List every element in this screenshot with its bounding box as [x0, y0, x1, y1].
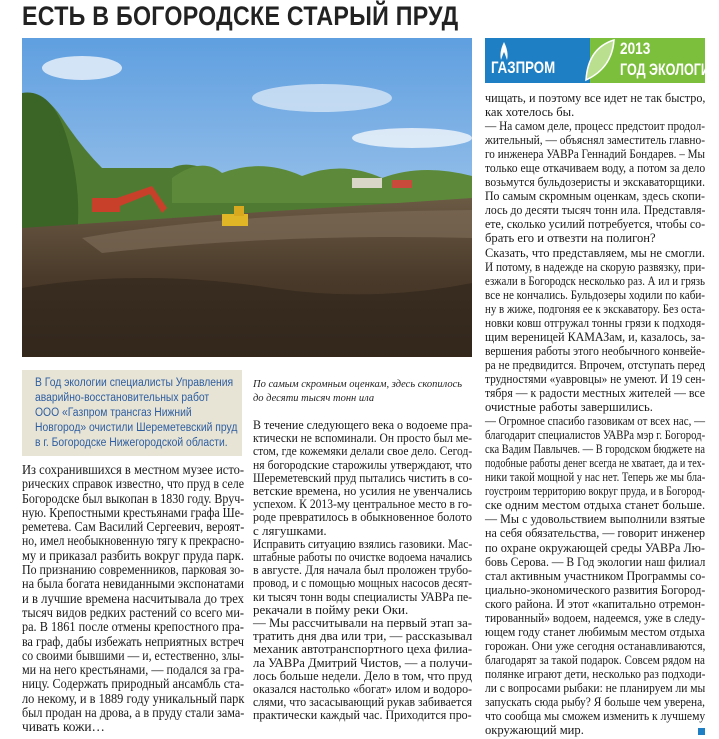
text-line: брать его и отвезти на полигон? — [485, 231, 656, 246]
text-line: циально-экономического развития Богород- — [485, 582, 706, 597]
text-line: — На самом деле, процесс предстоит продол- — [485, 119, 705, 134]
text-line: чивать кожи… — [22, 719, 105, 735]
text-line: на себя обязательства, — говорит инженер — [485, 526, 706, 541]
text-line: му и приказал разбить вокруг пруда парк. — [22, 547, 244, 563]
text-line: В течение следующего века о водоеме пра- — [253, 417, 473, 432]
text-line: ли с вопросами рыбаки: не планируем ли мы — [485, 680, 706, 695]
text-line: ную. Крепостными крестьянами графа Ше- — [22, 504, 244, 520]
lead-box — [22, 370, 242, 456]
text-line: благодарят за такой подарок. Совсем рядом на — [485, 652, 705, 667]
article-column-2 — [253, 418, 472, 722]
text-line: жительный, — объяснял заместитель главно- — [485, 133, 705, 148]
text-line: горожан. Они уже сегодня останавливаются, — [485, 638, 706, 653]
text-line: оказался настолько «богат» илом и водоро- — [253, 681, 472, 697]
text-line: был продан на дрова, а в пруду стали зама- — [22, 705, 245, 721]
caption-line: до десяти тысяч тонн ила — [253, 393, 375, 404]
text-line: Сказать, что представляем, мы не смогли. — [485, 245, 705, 260]
text-line: лось больше недели. Дело в том, что пруд — [253, 667, 472, 683]
caption-line: в г. Богородске Нижегородской области. — [35, 437, 228, 449]
text-line: вершения работы этого необычного конвейе- — [485, 343, 706, 358]
text-line: тысяч видов редких растений со всего ми- — [22, 604, 244, 620]
text-line: на была богата невиданными экспонатами — [22, 576, 244, 592]
text-line: трудностями «уавровцы» не умеют. И 19 сен- — [485, 371, 706, 386]
text-line: как хотелось бы. — [485, 105, 575, 120]
text-line: запускать сюда рыбу? Я больше чем уверена, — [485, 695, 705, 710]
text-line: И потому, в надежде на скорую развязку, при- — [485, 259, 705, 274]
caption-line: аварийно-восстановительных работ — [35, 392, 210, 404]
text-line: ска Вадим Павлычев. — В городском бюджете на — [485, 442, 705, 457]
text-line: что сообща мы сможем изменить к лучшему — [485, 709, 706, 724]
caption-line: В Год экологии специалисты Управления — [35, 377, 234, 389]
text-line: все не кончались. Бульдозеры ходили по каби- — [485, 287, 706, 302]
text-line: ницу. Содержать природный ансамбль ста- — [22, 676, 244, 692]
caption-line: Новгород» очистили Шереметевский пруд — [35, 422, 238, 434]
text-line: только еще откачиваем воду, а потом за дело — [485, 161, 706, 176]
text-line: по охране окружающей среды УАВРа Лю- — [485, 540, 705, 555]
text-line: ветские времена, но усилия не увенчались — [253, 483, 472, 499]
text-line: ющем году станет любимым местом отдыха — [485, 624, 705, 639]
text-line: стал активным участником Программы со- — [485, 568, 706, 583]
photo-caption — [253, 378, 468, 406]
text-line: ми на него крестьянами, — подался за гра- — [22, 662, 245, 678]
text-line: бовь Серова. — В Год экологии наш филиал — [485, 554, 706, 569]
text-line: ра. В 1861 после отмены крепостного пра- — [22, 619, 244, 635]
text-line: механик автотранспортного цеха филиа- — [253, 641, 473, 657]
text-line: По признанию современников, парковая зо- — [22, 562, 245, 578]
text-line: ске одним местом отдыха станет больше. — [485, 498, 706, 513]
text-line: благодарит специалистов УАВРа мэр г. Богород- — [485, 428, 706, 443]
text-line: окружающий мир. — [485, 723, 584, 738]
text-line: рекачали в пойму реки Оки. — [253, 601, 409, 617]
article-title: ЕСТЬ В БОГОРОДСКЕ СТАРЫЙ ПРУД — [22, 1, 459, 31]
text-line: го инженера УАВРа Геннадий Бондарев. – Мы — [485, 147, 705, 162]
text-line: — Мы с удовольствием выполнили взятые — [485, 512, 705, 527]
text-line: ете, сколько усилий потребуется, чтобы со- — [485, 217, 706, 232]
text-line: стом, где кожемяки делали свое дело. Сегод- — [253, 443, 473, 459]
text-line: ло некому, и в 1889 году уникальный парк — [22, 690, 245, 706]
caption-line: По самым скромным оценкам, здесь скопилось — [253, 379, 463, 390]
text-line: практически каждый час. Приходится про- — [253, 707, 472, 723]
text-line: со своими бывшими — и, естественно, злы- — [22, 647, 244, 663]
text-line: лось до десяти тысяч тонн ила. Представля- — [485, 203, 706, 218]
article-column-3 — [485, 91, 705, 737]
text-line: штабные работы по очистке водоема начались — [253, 549, 472, 565]
text-line: тированный» водоем, надеемся, уже в следу- — [485, 610, 706, 625]
text-line: и в лучшие времена насчитывала до трех — [22, 590, 244, 606]
text-line: тратить дня два или три, — рассказывал — [253, 628, 473, 644]
article-column-1 — [22, 463, 244, 735]
text-line: тября — к радости местных жителей — все — [485, 385, 705, 400]
text-line: ну в жиже, подгоняя ее к экскаватору. Без оста- — [485, 301, 705, 316]
text-line: ского района. И этот «капитально отремон- — [485, 596, 705, 611]
text-line: Богородске был выкопан в 1830 году. Вруч- — [22, 490, 245, 506]
text-line: реметева. Сам Василий Сергеевич, вероят- — [22, 519, 245, 535]
leaf-icon — [582, 38, 616, 83]
text-line: чищать, и поэтому все идет не так быстро, — [485, 91, 706, 105]
lead-text — [35, 376, 238, 451]
text-line: новки ковш отгружал тонны грязи к подходя- — [485, 315, 705, 330]
text-line: езжали в Богородск несколько раз. А ил и грязь — [485, 273, 705, 288]
ecology-year-logo — [590, 38, 719, 83]
text-line: рических справок известно, что пруд в селе — [22, 476, 244, 492]
text-line: ктически не вспоминали. Он просто был ме- — [253, 430, 473, 446]
text-line: Из сохранившихся в местном музее исто- — [22, 462, 245, 477]
gazprom-ecology-year-logo — [485, 38, 719, 83]
text-line: слями, что засасывающий рукав забивается — [253, 694, 473, 710]
year-label: 2013 — [620, 39, 651, 58]
text-line: успехом. К 2013-му центральное место в го- — [253, 496, 472, 512]
caption-line: ООО «Газпром трансгаз Нижний — [35, 407, 192, 419]
text-line: Исправить ситуацию взялись газовики. Мас- — [253, 535, 473, 551]
text-line: возьмутся бульдозеристы и экскаваторщики. — [485, 175, 705, 190]
text-line: — Мы рассчитывали на первый этап за- — [253, 615, 472, 631]
text-line: ники такой мощной у нас нет. Теперь же мы бла- — [485, 470, 706, 485]
pond-photo — [22, 38, 472, 357]
text-line: ра не предвидится. Впрочем, отступать перед — [485, 357, 706, 372]
text-line: роде превратилось в обыкновенное болото — [253, 509, 472, 525]
ecology-label: ГОД ЭКОЛОГИИ — [620, 60, 719, 79]
text-line: но, имел необыкновенную тягу к прекрасно- — [22, 533, 245, 549]
text-line: ки тысяч тонн воды специалисты УАВРа пе- — [253, 588, 472, 604]
text-line: — Огромное спасибо газовикам от всех нас, — — [485, 414, 705, 429]
text-line: ва граф, дабы избежать неприятных встреч — [22, 633, 244, 649]
brand-name: ГАЗПРОМ — [491, 58, 556, 77]
text-line: По самым скромным оценкам, здесь скопи- — [485, 189, 705, 204]
text-line: провод, и с помощью мощных насосов десят- — [253, 575, 472, 591]
text-line: гоустроим территорию вокруг пруда, и в Богород- — [485, 484, 705, 499]
text-line: с лягушками. — [253, 522, 327, 538]
text-line: очистные работы завершились. — [485, 400, 653, 415]
text-line: подобные работы денег всегда не хватает, да и тех- — [485, 456, 705, 471]
gazprom-logo — [485, 38, 590, 83]
text-line: ла УАВРа Дмитрий Чистов, — а получи- — [253, 654, 473, 670]
text-line: Шереметевский пруд пытались чистить в со- — [253, 469, 473, 485]
text-line: в августе. Для начала был проложен трубо- — [253, 562, 472, 578]
end-of-article-mark — [698, 728, 705, 735]
text-line: щим вереницей КАМАЗам, и, казалось, за- — [485, 329, 705, 344]
text-line: полянке играют дети, несколько раз подходи- — [485, 666, 706, 681]
text-line: ня богородские старожилы утверждают, что — [253, 456, 472, 472]
